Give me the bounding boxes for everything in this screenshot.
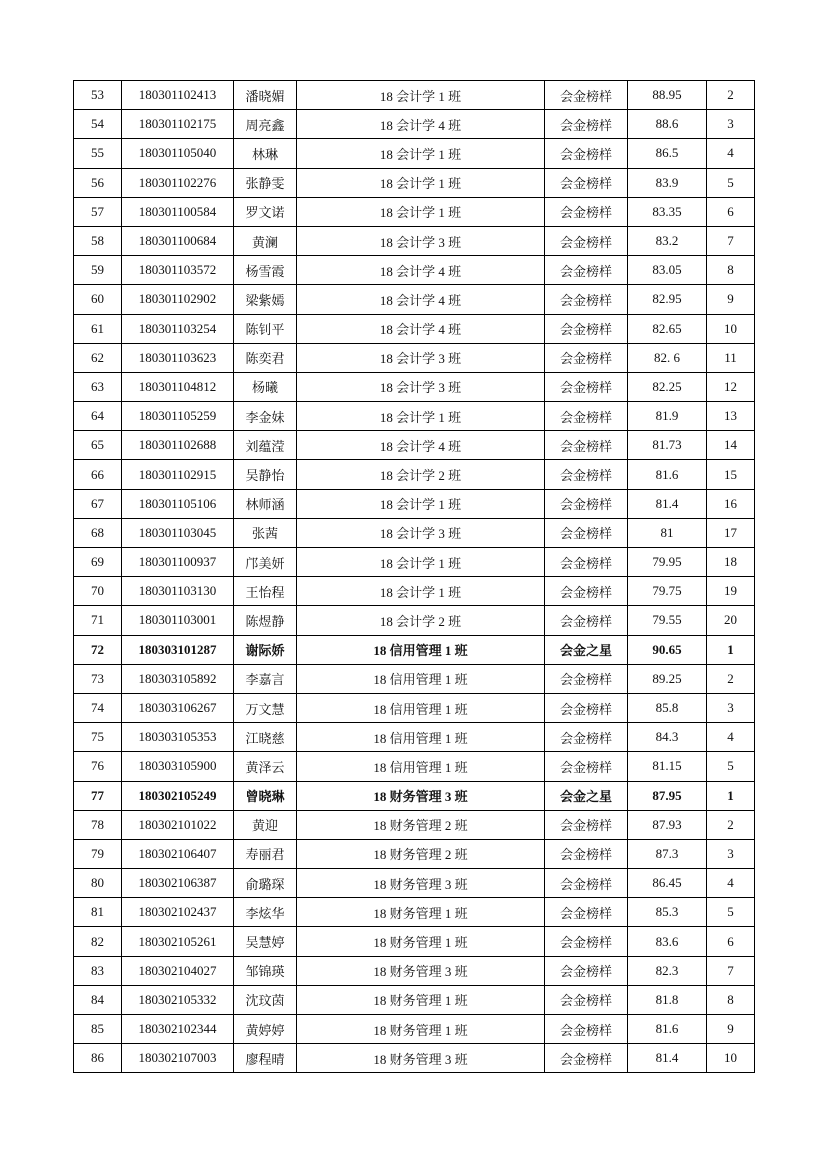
award-title-cell: 会金榜样 [545, 343, 628, 372]
student-name-cell: 李炫华 [234, 898, 297, 927]
score-cell: 79.75 [628, 577, 707, 606]
award-title-cell: 会金榜样 [545, 898, 628, 927]
student-name-cell: 廖程晴 [234, 1044, 297, 1073]
student-name-cell: 陈钊平 [234, 314, 297, 343]
student-name-cell: 张茜 [234, 518, 297, 547]
class-name-cell: 18 会计学 3 班 [297, 226, 545, 255]
table-row [74, 810, 755, 839]
row-number-cell: 73 [74, 664, 122, 693]
award-title-cell: 会金榜样 [545, 606, 628, 635]
student-id-cell: 180302105332 [122, 985, 234, 1014]
rank-cell: 10 [707, 314, 755, 343]
student-id-cell: 180303105353 [122, 723, 234, 752]
score-cell: 82. 6 [628, 343, 707, 372]
table-row [74, 139, 755, 168]
student-name-cell: 黄婷婷 [234, 1015, 297, 1044]
rank-cell: 1 [707, 781, 755, 810]
student-name-cell: 寿丽君 [234, 839, 297, 868]
class-name-cell: 18 信用管理 1 班 [297, 723, 545, 752]
table-row [74, 1044, 755, 1073]
rank-cell: 6 [707, 197, 755, 226]
student-name-cell: 林琳 [234, 139, 297, 168]
table-row [74, 1015, 755, 1044]
score-cell: 84.3 [628, 723, 707, 752]
award-title-cell: 会金榜样 [545, 431, 628, 460]
table-row [74, 372, 755, 401]
score-cell: 81 [628, 518, 707, 547]
class-name-cell: 18 财务管理 3 班 [297, 1044, 545, 1073]
class-name-cell: 18 会计学 1 班 [297, 197, 545, 226]
score-cell: 86.5 [628, 139, 707, 168]
table-row [74, 635, 755, 664]
class-name-cell: 18 会计学 4 班 [297, 431, 545, 460]
rank-cell: 6 [707, 927, 755, 956]
table-row [74, 431, 755, 460]
class-name-cell: 18 会计学 4 班 [297, 110, 545, 139]
row-number-cell: 71 [74, 606, 122, 635]
row-number-cell: 61 [74, 314, 122, 343]
student-id-cell: 180302107003 [122, 1044, 234, 1073]
score-cell: 83.9 [628, 168, 707, 197]
student-name-cell: 梁紫嫣 [234, 285, 297, 314]
rank-cell: 14 [707, 431, 755, 460]
class-name-cell: 18 财务管理 1 班 [297, 898, 545, 927]
score-cell: 81.8 [628, 985, 707, 1014]
rank-cell: 16 [707, 489, 755, 518]
class-name-cell: 18 会计学 1 班 [297, 489, 545, 518]
student-name-cell: 张静雯 [234, 168, 297, 197]
row-number-cell: 75 [74, 723, 122, 752]
rank-cell: 19 [707, 577, 755, 606]
award-title-cell: 会金榜样 [545, 460, 628, 489]
score-cell: 81.73 [628, 431, 707, 460]
award-title-cell: 会金榜样 [545, 518, 628, 547]
award-title-cell: 会金榜样 [545, 226, 628, 255]
score-cell: 82.65 [628, 314, 707, 343]
table-row [74, 577, 755, 606]
student-name-cell: 罗文诺 [234, 197, 297, 226]
rank-cell: 2 [707, 664, 755, 693]
student-id-cell: 180302102344 [122, 1015, 234, 1044]
rank-cell: 12 [707, 372, 755, 401]
table-row [74, 548, 755, 577]
score-cell: 87.95 [628, 781, 707, 810]
award-title-cell: 会金之星 [545, 781, 628, 810]
rank-cell: 4 [707, 139, 755, 168]
student-name-cell: 周亮鑫 [234, 110, 297, 139]
rank-cell: 4 [707, 723, 755, 752]
award-title-cell: 会金榜样 [545, 1015, 628, 1044]
row-number-cell: 56 [74, 168, 122, 197]
rank-cell: 3 [707, 110, 755, 139]
student-name-cell: 陈奕君 [234, 343, 297, 372]
class-name-cell: 18 会计学 1 班 [297, 402, 545, 431]
table-row [74, 723, 755, 752]
student-name-cell: 俞璐琛 [234, 869, 297, 898]
score-cell: 90.65 [628, 635, 707, 664]
table-row [74, 256, 755, 285]
row-number-cell: 80 [74, 869, 122, 898]
score-cell: 81.9 [628, 402, 707, 431]
student-id-cell: 180301102175 [122, 110, 234, 139]
student-name-cell: 邝美妍 [234, 548, 297, 577]
student-id-cell: 180301104812 [122, 372, 234, 401]
rank-cell: 20 [707, 606, 755, 635]
award-title-cell: 会金榜样 [545, 256, 628, 285]
student-name-cell: 江晓慈 [234, 723, 297, 752]
student-name-cell: 万文慧 [234, 693, 297, 722]
score-cell: 83.05 [628, 256, 707, 285]
rank-cell: 15 [707, 460, 755, 489]
class-name-cell: 18 会计学 2 班 [297, 460, 545, 489]
award-list-table [73, 80, 755, 1073]
award-title-cell: 会金榜样 [545, 139, 628, 168]
class-name-cell: 18 财务管理 3 班 [297, 781, 545, 810]
award-title-cell: 会金榜样 [545, 110, 628, 139]
student-id-cell: 180301100584 [122, 197, 234, 226]
row-number-cell: 62 [74, 343, 122, 372]
table-row [74, 110, 755, 139]
student-name-cell: 李金妹 [234, 402, 297, 431]
award-title-cell: 会金榜样 [545, 752, 628, 781]
table-row [74, 752, 755, 781]
table-row [74, 343, 755, 372]
row-number-cell: 64 [74, 402, 122, 431]
row-number-cell: 78 [74, 810, 122, 839]
row-number-cell: 70 [74, 577, 122, 606]
student-name-cell: 杨曦 [234, 372, 297, 401]
table-row [74, 898, 755, 927]
student-id-cell: 180301105259 [122, 402, 234, 431]
table-row [74, 985, 755, 1014]
table-row [74, 197, 755, 226]
award-title-cell: 会金榜样 [545, 956, 628, 985]
score-cell: 85.3 [628, 898, 707, 927]
row-number-cell: 85 [74, 1015, 122, 1044]
student-name-cell: 黄迎 [234, 810, 297, 839]
award-title-cell: 会金榜样 [545, 548, 628, 577]
score-cell: 81.4 [628, 489, 707, 518]
rank-cell: 2 [707, 81, 755, 110]
score-cell: 82.3 [628, 956, 707, 985]
table-row [74, 314, 755, 343]
award-title-cell: 会金榜样 [545, 664, 628, 693]
student-id-cell: 180302106407 [122, 839, 234, 868]
table-row [74, 518, 755, 547]
class-name-cell: 18 会计学 1 班 [297, 577, 545, 606]
table-row [74, 168, 755, 197]
row-number-cell: 53 [74, 81, 122, 110]
student-name-cell: 陈煜静 [234, 606, 297, 635]
table-row [74, 402, 755, 431]
score-cell: 85.8 [628, 693, 707, 722]
student-id-cell: 180301102276 [122, 168, 234, 197]
row-number-cell: 60 [74, 285, 122, 314]
student-id-cell: 180301105106 [122, 489, 234, 518]
table-row [74, 956, 755, 985]
class-name-cell: 18 财务管理 2 班 [297, 839, 545, 868]
table-row [74, 927, 755, 956]
score-cell: 81.15 [628, 752, 707, 781]
table-row [74, 489, 755, 518]
row-number-cell: 65 [74, 431, 122, 460]
award-title-cell: 会金榜样 [545, 927, 628, 956]
student-id-cell: 180301105040 [122, 139, 234, 168]
class-name-cell: 18 会计学 4 班 [297, 314, 545, 343]
award-title-cell: 会金榜样 [545, 693, 628, 722]
student-id-cell: 180301103001 [122, 606, 234, 635]
rank-cell: 1 [707, 635, 755, 664]
table-row [74, 781, 755, 810]
award-title-cell: 会金之星 [545, 635, 628, 664]
award-title-cell: 会金榜样 [545, 985, 628, 1014]
row-number-cell: 63 [74, 372, 122, 401]
student-name-cell: 曾晓琳 [234, 781, 297, 810]
student-id-cell: 180302105249 [122, 781, 234, 810]
score-cell: 88.95 [628, 81, 707, 110]
row-number-cell: 69 [74, 548, 122, 577]
award-title-cell: 会金榜样 [545, 197, 628, 226]
score-cell: 81.6 [628, 1015, 707, 1044]
class-name-cell: 18 会计学 1 班 [297, 139, 545, 168]
award-title-cell: 会金榜样 [545, 489, 628, 518]
row-number-cell: 68 [74, 518, 122, 547]
row-number-cell: 86 [74, 1044, 122, 1073]
student-id-cell: 180301103130 [122, 577, 234, 606]
score-cell: 87.3 [628, 839, 707, 868]
student-name-cell: 林师涵 [234, 489, 297, 518]
class-name-cell: 18 财务管理 3 班 [297, 956, 545, 985]
rank-cell: 7 [707, 956, 755, 985]
student-id-cell: 180301102413 [122, 81, 234, 110]
award-title-cell: 会金榜样 [545, 314, 628, 343]
score-cell: 86.45 [628, 869, 707, 898]
student-id-cell: 180301103572 [122, 256, 234, 285]
student-name-cell: 刘蕴滢 [234, 431, 297, 460]
table-row [74, 81, 755, 110]
student-name-cell: 吴静怡 [234, 460, 297, 489]
student-id-cell: 180303101287 [122, 635, 234, 664]
class-name-cell: 18 信用管理 1 班 [297, 635, 545, 664]
class-name-cell: 18 会计学 2 班 [297, 606, 545, 635]
row-number-cell: 83 [74, 956, 122, 985]
row-number-cell: 77 [74, 781, 122, 810]
table-row [74, 606, 755, 635]
score-cell: 81.4 [628, 1044, 707, 1073]
student-name-cell: 杨雪霞 [234, 256, 297, 285]
award-title-cell: 会金榜样 [545, 723, 628, 752]
rank-cell: 7 [707, 226, 755, 255]
student-id-cell: 180301103623 [122, 343, 234, 372]
student-id-cell: 180301100684 [122, 226, 234, 255]
student-id-cell: 180303105892 [122, 664, 234, 693]
class-name-cell: 18 会计学 3 班 [297, 518, 545, 547]
score-cell: 83.2 [628, 226, 707, 255]
row-number-cell: 58 [74, 226, 122, 255]
class-name-cell: 18 信用管理 1 班 [297, 752, 545, 781]
table-row [74, 460, 755, 489]
row-number-cell: 54 [74, 110, 122, 139]
score-cell: 81.6 [628, 460, 707, 489]
award-title-cell: 会金榜样 [545, 81, 628, 110]
student-name-cell: 谢际娇 [234, 635, 297, 664]
score-cell: 83.6 [628, 927, 707, 956]
rank-cell: 9 [707, 285, 755, 314]
student-name-cell: 吴慧婷 [234, 927, 297, 956]
row-number-cell: 82 [74, 927, 122, 956]
table-row [74, 664, 755, 693]
student-name-cell: 邹锦瑛 [234, 956, 297, 985]
award-title-cell: 会金榜样 [545, 577, 628, 606]
class-name-cell: 18 会计学 3 班 [297, 372, 545, 401]
rank-cell: 3 [707, 839, 755, 868]
score-cell: 79.55 [628, 606, 707, 635]
award-title-cell: 会金榜样 [545, 372, 628, 401]
rank-cell: 9 [707, 1015, 755, 1044]
student-name-cell: 王怡程 [234, 577, 297, 606]
class-name-cell: 18 会计学 3 班 [297, 343, 545, 372]
student-name-cell: 李嘉言 [234, 664, 297, 693]
student-id-cell: 180303105900 [122, 752, 234, 781]
rank-cell: 5 [707, 168, 755, 197]
award-title-cell: 会金榜样 [545, 402, 628, 431]
rank-cell: 11 [707, 343, 755, 372]
table-row [74, 839, 755, 868]
student-name-cell: 黄泽云 [234, 752, 297, 781]
student-id-cell: 180302102437 [122, 898, 234, 927]
score-cell: 87.93 [628, 810, 707, 839]
class-name-cell: 18 财务管理 1 班 [297, 985, 545, 1014]
award-title-cell: 会金榜样 [545, 168, 628, 197]
rank-cell: 8 [707, 256, 755, 285]
row-number-cell: 66 [74, 460, 122, 489]
row-number-cell: 67 [74, 489, 122, 518]
rank-cell: 2 [707, 810, 755, 839]
score-cell: 89.25 [628, 664, 707, 693]
award-title-cell: 会金榜样 [545, 285, 628, 314]
table-row [74, 285, 755, 314]
student-id-cell: 180301103045 [122, 518, 234, 547]
rank-cell: 17 [707, 518, 755, 547]
row-number-cell: 76 [74, 752, 122, 781]
rank-cell: 13 [707, 402, 755, 431]
class-name-cell: 18 会计学 1 班 [297, 168, 545, 197]
student-id-cell: 180302106387 [122, 869, 234, 898]
row-number-cell: 57 [74, 197, 122, 226]
rank-cell: 8 [707, 985, 755, 1014]
class-name-cell: 18 会计学 1 班 [297, 81, 545, 110]
award-title-cell: 会金榜样 [545, 869, 628, 898]
row-number-cell: 59 [74, 256, 122, 285]
student-name-cell: 潘晓媚 [234, 81, 297, 110]
student-id-cell: 180301102902 [122, 285, 234, 314]
award-title-cell: 会金榜样 [545, 810, 628, 839]
row-number-cell: 74 [74, 693, 122, 722]
class-name-cell: 18 会计学 4 班 [297, 256, 545, 285]
row-number-cell: 55 [74, 139, 122, 168]
student-id-cell: 180302105261 [122, 927, 234, 956]
class-name-cell: 18 会计学 4 班 [297, 285, 545, 314]
row-number-cell: 79 [74, 839, 122, 868]
student-name-cell: 沈玟茵 [234, 985, 297, 1014]
row-number-cell: 84 [74, 985, 122, 1014]
table-row [74, 226, 755, 255]
student-name-cell: 黄澜 [234, 226, 297, 255]
score-cell: 79.95 [628, 548, 707, 577]
score-cell: 82.95 [628, 285, 707, 314]
student-id-cell: 180301102915 [122, 460, 234, 489]
class-name-cell: 18 信用管理 1 班 [297, 664, 545, 693]
class-name-cell: 18 财务管理 3 班 [297, 869, 545, 898]
rank-cell: 3 [707, 693, 755, 722]
student-id-cell: 180302104027 [122, 956, 234, 985]
row-number-cell: 81 [74, 898, 122, 927]
score-cell: 82.25 [628, 372, 707, 401]
student-id-cell: 180303106267 [122, 693, 234, 722]
table-row [74, 869, 755, 898]
rank-cell: 10 [707, 1044, 755, 1073]
class-name-cell: 18 财务管理 1 班 [297, 1015, 545, 1044]
student-id-cell: 180301102688 [122, 431, 234, 460]
score-cell: 83.35 [628, 197, 707, 226]
class-name-cell: 18 财务管理 1 班 [297, 927, 545, 956]
rank-cell: 4 [707, 869, 755, 898]
class-name-cell: 18 信用管理 1 班 [297, 693, 545, 722]
class-name-cell: 18 会计学 1 班 [297, 548, 545, 577]
student-id-cell: 180302101022 [122, 810, 234, 839]
student-id-cell: 180301100937 [122, 548, 234, 577]
table-body [74, 81, 755, 1073]
award-title-cell: 会金榜样 [545, 839, 628, 868]
table-row [74, 693, 755, 722]
rank-cell: 5 [707, 898, 755, 927]
award-title-cell: 会金榜样 [545, 1044, 628, 1073]
row-number-cell: 72 [74, 635, 122, 664]
score-cell: 88.6 [628, 110, 707, 139]
rank-cell: 18 [707, 548, 755, 577]
rank-cell: 5 [707, 752, 755, 781]
class-name-cell: 18 财务管理 2 班 [297, 810, 545, 839]
student-id-cell: 180301103254 [122, 314, 234, 343]
